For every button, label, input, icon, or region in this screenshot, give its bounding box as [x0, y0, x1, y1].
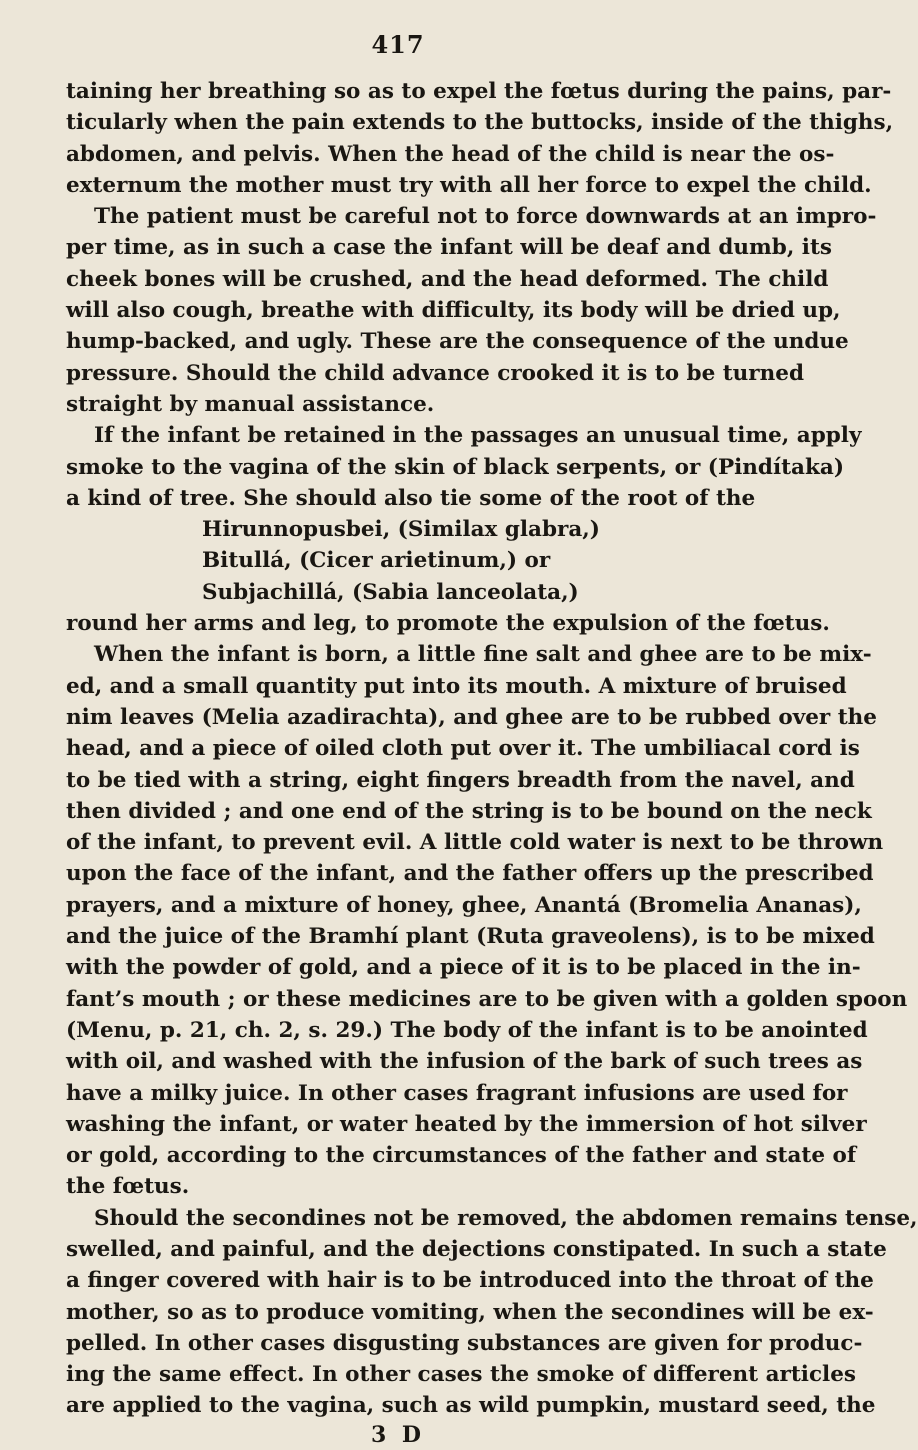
text-line: taining her breathing so as to expel the fœtus during the pains, par- [66, 79, 892, 104]
text-line: of the infant, to prevent evil. A little cold water is next to be thrown [66, 830, 884, 856]
text-line: smoke to the vagina of the skin of black serpents, or (Pindítaka) [66, 454, 844, 480]
text-line: cheek bones will be crushed, and the head deformed. The child [66, 266, 829, 292]
text-line: (Menu, p. 21, ch. 2, s. 29.) The body of the infant is to be anointed [66, 1017, 868, 1043]
text-line: are applied to the vagina, such as wild pumpkin, mustard seed, the [66, 1393, 876, 1419]
text-line: pelled. In other cases disgusting substances are given for produc- [66, 1330, 863, 1356]
text-line: with the powder of gold, and a piece of it is to be placed in the in- [66, 955, 861, 981]
page-number: 417 [371, 30, 425, 59]
text-line: and the juice of the Bramhí plant (Ruta graveolens), is to be mixed [66, 924, 875, 950]
text-line: per time, as in such a case the infant will be deaf and dumb, its [66, 235, 833, 261]
text-line: When the infant is born, a little fine salt and ghee are to be mix- [94, 642, 872, 668]
text-line: abdomen, and pelvis. When the head of the child is near the os- [66, 141, 835, 167]
text-line: fant’s mouth ; or these medicines are to be given with a golden spoon [66, 986, 908, 1012]
body-text [66, 76, 918, 1422]
text-line: The patient must be careful not to force downwards at an impro- [94, 204, 877, 230]
text-line: to be tied with a string, eight fingers breadth from the navel, and [66, 767, 855, 793]
text-line: the fœtus. [66, 1174, 190, 1200]
text-line: with oil, and washed with the infusion of the bark of such trees as [66, 1049, 863, 1075]
text-line: have a milky juice. In other cases fragrant infusions are used for [66, 1080, 848, 1106]
text-line: externum the mother must try with all her force to expel the child. [66, 172, 872, 198]
text-line: a kind of tree. She should also tie some of the root of the [66, 485, 756, 511]
text-line: hump-backed, and ugly. These are the consequence of the undue [66, 329, 849, 355]
text-line: head, and a piece of oiled cloth put over it. The umbiliacal cord is [66, 736, 860, 762]
text-line: ing the same effect. In other cases the smoke of different articles [66, 1362, 856, 1388]
text-line: Subjachillá, (Sabia lanceolata,) [202, 579, 579, 605]
text-line: or gold, according to the circumstances of the father and state of [66, 1143, 857, 1169]
text-line: Should the secondines not be removed, the abdomen remains tense, [94, 1205, 918, 1231]
text-line: If the infant be retained in the passages an unusual time, apply [94, 423, 862, 449]
text-line: Hirunnopusbei, (Similax glabra,) [202, 517, 600, 543]
text-line: then divided ; and one end of the string is to be bound on the neck [66, 798, 872, 824]
text-line: ed, and a small quantity put into its mouth. A mixture of bruised [66, 673, 847, 699]
signature-mark: 3 D [370, 1421, 426, 1448]
text-line: will also cough, breathe with difficulty, its body will be dried up, [66, 298, 841, 324]
text-line: ticularly when the pain extends to the buttocks, inside of the thighs, [66, 110, 894, 136]
text-line: straight by manual assistance. [66, 391, 435, 417]
text-line: Bitullá, (Cicer arietinum,) or [202, 548, 551, 574]
text-line: prayers, and a mixture of honey, ghee, Anantá (Bromelia Ananas), [66, 892, 862, 918]
text-line: washing the infant, or water heated by the immersion of hot silver [66, 1111, 867, 1137]
text-line: upon the face of the infant, and the father offers up the prescribed [66, 861, 874, 887]
text-line: swelled, and painful, and the dejections constipated. In such a state [66, 1236, 887, 1262]
text-line: nim leaves (Melia azadirachta), and ghee are to be rubbed over the [66, 704, 877, 730]
text-line: pressure. Should the child advance crooked it is to be turned [66, 360, 804, 386]
text-line: round her arms and leg, to promote the expulsion of the fœtus. [66, 611, 830, 637]
text-line: a finger covered with hair is to be introduced into the throat of the [66, 1268, 874, 1294]
text-line: mother, so as to produce vomiting, when the secondines will be ex- [66, 1299, 874, 1325]
